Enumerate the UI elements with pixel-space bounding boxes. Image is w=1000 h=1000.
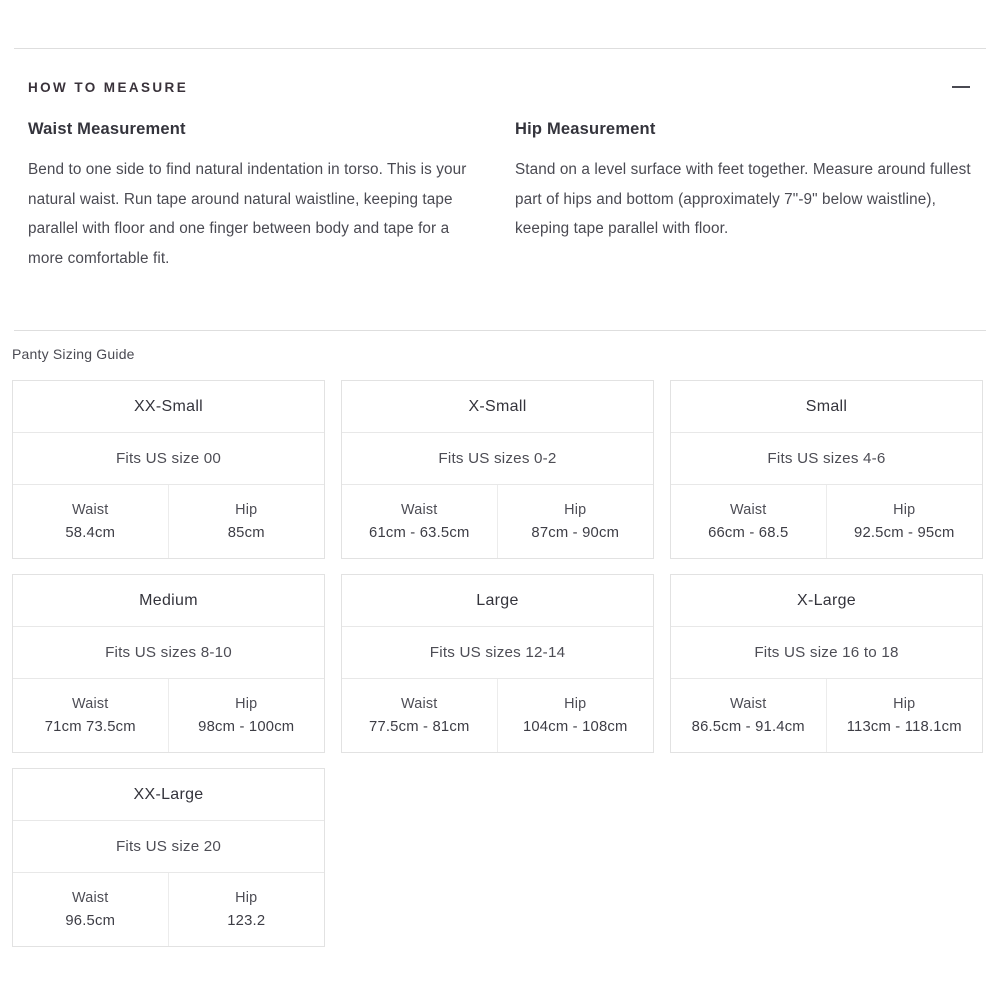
size-card-waist — [13, 873, 169, 946]
size-card-medium — [12, 574, 325, 753]
size-card-measurements — [342, 679, 653, 752]
size-card-xx-small — [12, 380, 325, 559]
size-card-x-small — [341, 380, 654, 559]
measurement-columns — [28, 120, 986, 273]
size-card-hip — [827, 679, 983, 752]
waist-label: Waist — [72, 890, 109, 906]
size-card-large — [341, 574, 654, 753]
middle-divider — [14, 330, 986, 331]
waist-value: 71cm 73.5cm — [44, 719, 136, 735]
waist-value: 77.5cm - 81cm — [369, 719, 470, 735]
size-card-hip — [827, 485, 983, 558]
hip-label: Hip — [893, 696, 916, 712]
waist-value: 61cm - 63.5cm — [369, 525, 470, 541]
size-cards-grid — [12, 380, 988, 947]
hip-label: Hip — [564, 696, 587, 712]
size-card-waist — [13, 679, 169, 752]
size-card-hip — [498, 679, 654, 752]
waist-measurement-block — [28, 120, 515, 273]
hip-measurement-title: Hip Measurement — [515, 120, 656, 138]
waist-measurement-title: Waist Measurement — [28, 120, 186, 138]
hip-label: Hip — [564, 502, 587, 518]
size-card-waist — [342, 679, 498, 752]
size-card-small — [670, 380, 983, 559]
size-card-measurements — [13, 485, 324, 558]
top-divider — [14, 48, 986, 49]
hip-label: Hip — [235, 696, 258, 712]
hip-value: 113cm - 118.1cm — [846, 719, 962, 735]
waist-label: Waist — [730, 696, 767, 712]
size-card-measurements — [13, 873, 324, 946]
hip-measurement-block — [515, 120, 986, 273]
size-card-name: Small — [671, 381, 982, 433]
size-card-name: X-Small — [342, 381, 653, 433]
hip-value: 87cm - 90cm — [531, 525, 620, 541]
hip-label: Hip — [235, 502, 258, 518]
waist-label: Waist — [72, 502, 109, 518]
size-card-fits: Fits US sizes 0-2 — [342, 433, 653, 485]
size-card-waist — [671, 679, 827, 752]
hip-value: 92.5cm - 95cm — [854, 525, 955, 541]
size-card-measurements — [13, 679, 324, 752]
size-card-fits: Fits US sizes 12-14 — [342, 627, 653, 679]
size-card-waist — [342, 485, 498, 558]
size-card-fits: Fits US size 16 to 18 — [671, 627, 982, 679]
size-card-measurements — [342, 485, 653, 558]
size-card-hip — [169, 485, 325, 558]
panty-sizing-guide-label: Panty Sizing Guide — [12, 346, 135, 362]
size-card-waist — [13, 485, 169, 558]
size-card-hip — [169, 873, 325, 946]
minus-icon[interactable] — [950, 76, 972, 98]
size-card-name: XX-Small — [13, 381, 324, 433]
hip-value: 123.2 — [227, 913, 266, 929]
size-card-hip — [169, 679, 325, 752]
hip-value: 85cm — [227, 525, 265, 541]
waist-label: Waist — [401, 502, 438, 518]
section-title: HOW TO MEASURE — [28, 79, 189, 95]
minus-icon-bar — [952, 86, 970, 88]
size-card-fits: Fits US sizes 4-6 — [671, 433, 982, 485]
size-card-measurements — [671, 485, 982, 558]
waist-label: Waist — [730, 502, 767, 518]
size-card-name: XX-Large — [13, 769, 324, 821]
size-card-name: Medium — [13, 575, 324, 627]
how-to-measure-header[interactable] — [28, 72, 972, 102]
size-card-fits: Fits US sizes 8-10 — [13, 627, 324, 679]
waist-value: 96.5cm — [65, 913, 116, 929]
waist-value: 66cm - 68.5 — [708, 525, 789, 541]
hip-measurement-body: Stand on a level surface with feet together. Measure around fullest part of hips and bottom (approximately 7"-9" below waistline), keeping tape parallel with floor. — [515, 161, 971, 237]
hip-label: Hip — [893, 502, 916, 518]
size-card-hip — [498, 485, 654, 558]
size-card-name: Large — [342, 575, 653, 627]
hip-label: Hip — [235, 890, 258, 906]
size-card-x-large — [670, 574, 983, 753]
waist-label: Waist — [401, 696, 438, 712]
waist-measurement-body: Bend to one side to find natural indentation in torso. This is your natural waist. Run tape around natural waistline, keeping tape parallel with floor and one finger between body and tape for a more comfortable fit. — [28, 161, 467, 267]
waist-label: Waist — [72, 696, 109, 712]
hip-value: 98cm - 100cm — [198, 719, 295, 735]
hip-value: 104cm - 108cm — [522, 719, 628, 735]
size-card-fits: Fits US size 20 — [13, 821, 324, 873]
waist-value: 86.5cm - 91.4cm — [691, 719, 805, 735]
size-card-waist — [671, 485, 827, 558]
waist-value: 58.4cm — [65, 525, 116, 541]
size-card-measurements — [671, 679, 982, 752]
size-card-name: X-Large — [671, 575, 982, 627]
size-card-fits: Fits US size 00 — [13, 433, 324, 485]
size-card-xx-large — [12, 768, 325, 947]
